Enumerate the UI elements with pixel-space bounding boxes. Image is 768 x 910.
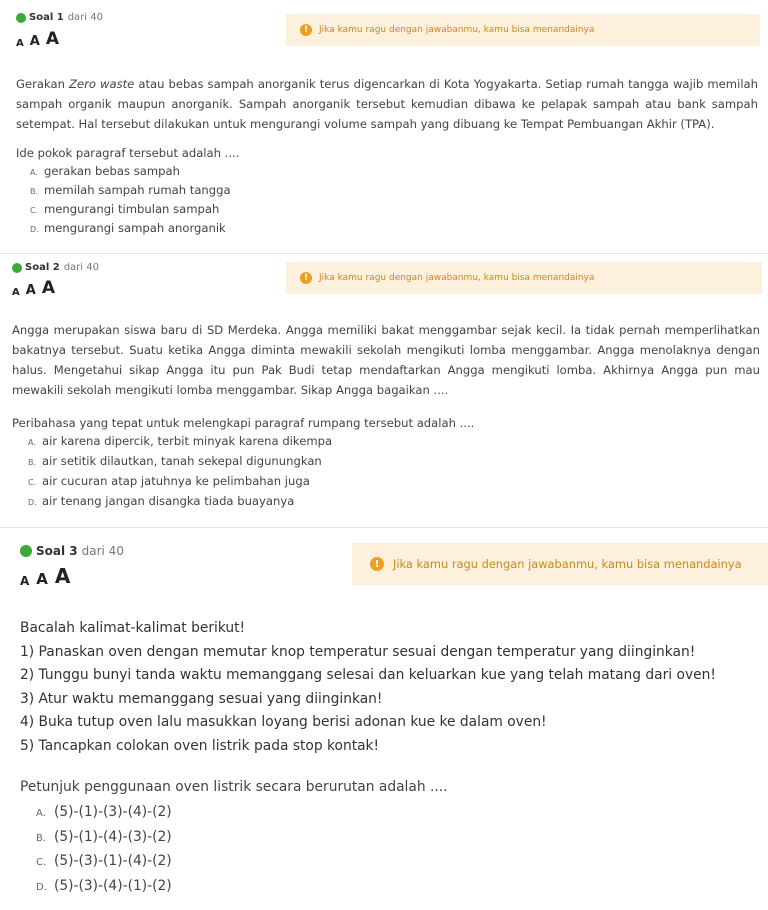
- option-b[interactable]: [30, 183, 231, 202]
- option-c[interactable]: [28, 474, 332, 494]
- option-letter: A.: [28, 438, 36, 447]
- option-letter: C.: [28, 478, 37, 487]
- mark-doubt-banner[interactable]: [286, 14, 760, 46]
- instruction-step: 5) Tancapkan colokan oven listrik pada stop kontak!: [20, 737, 380, 754]
- soal-label: Soal 1: [29, 12, 64, 23]
- question-prompt: Petunjuk penggunaan oven listrik secara berurutan adalah ....: [20, 779, 448, 795]
- font-size-selector: [16, 29, 103, 49]
- option-text: memilah sampah rumah tangga: [44, 183, 231, 197]
- font-size-small-button[interactable]: A: [20, 574, 30, 588]
- font-size-large-button[interactable]: A: [41, 278, 55, 298]
- option-text: (5)-(1)-(4)-(3)-(2): [54, 828, 172, 845]
- question-header: [20, 544, 124, 588]
- option-text: (5)-(1)-(3)-(4)-(2): [54, 804, 172, 820]
- question-prompt: Ide pokok paragraf tersebut adalah ....: [16, 146, 240, 160]
- question-number: [20, 544, 124, 558]
- option-d[interactable]: [30, 221, 231, 240]
- question-card-1: [0, 0, 768, 248]
- option-letter: C.: [30, 206, 39, 215]
- option-letter: B.: [30, 187, 39, 196]
- font-size-selector: [20, 564, 124, 588]
- instruction-step: 4) Buka tutup oven lalu masukkan loyang berisi adonan kue ke dalam oven!: [20, 714, 547, 731]
- mark-doubt-text: Jika kamu ragu dengan jawabanmu, kamu bisa menandainya: [319, 25, 595, 35]
- option-text: mengurangi sampah anorganik: [44, 221, 226, 235]
- question-number: [16, 12, 103, 23]
- option-text: gerakan bebas sampah: [44, 164, 180, 178]
- option-text: air setitik dilautkan, tanah sekepal digunungkan: [42, 454, 322, 468]
- option-letter: A.: [36, 808, 46, 819]
- soal-label: Soal 2: [25, 262, 60, 273]
- question-instructions: [20, 617, 716, 759]
- mark-doubt-text: Jika kamu ragu dengan jawabanmu, kamu bisa menandainya: [319, 273, 595, 283]
- question-card-2: [0, 253, 768, 525]
- font-size-medium-button[interactable]: A: [36, 570, 48, 588]
- instructions-intro: Bacalah kalimat-kalimat berikut!: [20, 620, 246, 636]
- info-icon: !: [370, 557, 384, 571]
- status-dot-icon: [16, 13, 26, 23]
- option-letter: B.: [36, 832, 47, 844]
- font-size-selector: [12, 278, 99, 298]
- question-number: [12, 262, 99, 273]
- option-letter: D.: [28, 498, 37, 507]
- option-a[interactable]: [28, 434, 332, 454]
- option-letter: D.: [30, 225, 39, 234]
- mark-doubt-banner[interactable]: [352, 543, 768, 585]
- option-text: air tenang jangan disangka tiada buayanya: [42, 494, 295, 508]
- option-b[interactable]: [28, 454, 332, 474]
- option-text: mengurangi timbulan sampah: [44, 202, 220, 216]
- question-prompt: Peribahasa yang tepat untuk melengkapi paragraf rumpang tersebut adalah ....: [12, 416, 475, 430]
- question-header: [16, 12, 103, 49]
- option-c[interactable]: [36, 853, 172, 878]
- question-total: dari 40: [63, 262, 99, 273]
- paragraph-emphasis: Zero waste: [69, 77, 135, 91]
- font-size-small-button[interactable]: A: [16, 38, 24, 49]
- question-paragraph: [16, 74, 758, 134]
- status-dot-icon: [12, 263, 22, 273]
- option-a[interactable]: [36, 804, 172, 829]
- info-icon: !: [300, 24, 312, 36]
- mark-doubt-text: Jika kamu ragu dengan jawabanmu, kamu bisa menandainya: [393, 557, 742, 571]
- option-letter: A.: [30, 168, 38, 177]
- question-total: dari 40: [81, 544, 124, 558]
- answer-options: [36, 804, 172, 902]
- font-size-medium-button[interactable]: A: [29, 34, 40, 49]
- option-letter: B.: [28, 458, 37, 467]
- question-header: [12, 262, 99, 298]
- answer-options: [30, 164, 231, 240]
- soal-label: Soal 3: [36, 544, 78, 558]
- option-a[interactable]: [30, 164, 231, 183]
- option-letter: D.: [36, 881, 47, 893]
- option-c[interactable]: [30, 202, 231, 221]
- option-d[interactable]: [28, 494, 332, 514]
- option-d[interactable]: [36, 878, 172, 903]
- font-size-large-button[interactable]: A: [45, 29, 59, 49]
- question-total: dari 40: [67, 12, 103, 23]
- option-text: air karena dipercik, terbit minyak karena dikempa: [42, 434, 333, 448]
- question-paragraph: Angga merupakan siswa baru di SD Merdeka. Angga memiliki bakat menggambar sejak kecil. Ia tidak pernah memperlihatkan bakatnya tersebut. Suatu ketika Angga diminta mewakili sekolah mengikuti lomba menggambar. Angga menolaknya dengan halus. Mengetahui sikap Angga itu pun Pak Budi tetap mendaftarkan Angga mengikuti lomba. Akhirnya Angga pun mau mewakili sekolah mengikuti lomba menggambar. Sikap Angga bagaikan ....: [12, 323, 760, 397]
- question-card-3: [0, 527, 768, 910]
- answer-options: [28, 434, 332, 514]
- option-b[interactable]: [36, 829, 172, 854]
- mark-doubt-banner[interactable]: [286, 262, 762, 294]
- option-text: (5)-(3)-(4)-(1)-(2): [54, 877, 172, 894]
- option-text: (5)-(3)-(1)-(4)-(2): [54, 853, 172, 869]
- instruction-step: 3) Atur waktu memanggang sesuai yang diinginkan!: [20, 690, 383, 707]
- option-text: air cucuran atap jatuhnya ke pelimbahan juga: [42, 474, 310, 488]
- instruction-step: 2) Tunggu bunyi tanda waktu memanggang selesai dan keluarkan kue yang telah matang dari oven!: [20, 667, 716, 684]
- status-dot-icon: [20, 545, 32, 557]
- info-icon: !: [300, 272, 312, 284]
- font-size-medium-button[interactable]: A: [25, 283, 36, 298]
- option-letter: C.: [36, 857, 47, 868]
- font-size-large-button[interactable]: A: [54, 564, 71, 588]
- paragraph-text-start: Gerakan: [16, 77, 69, 91]
- font-size-small-button[interactable]: A: [12, 287, 20, 298]
- paragraph-text-end: atau bebas sampah anorganik terus digencarkan di Kota Yogyakarta. Setiap rumah tangga wajib memilah sampah organik maupun anorganik. Sampah anorganik tersebut kemudian dibawa ke pelapak sampah atau bank sampah setempat. Hal tersebut dilakukan untuk mengurangi volume sampah yang dibuang ke Tempat Pembuangan Akhir (TPA).: [16, 77, 758, 131]
- instruction-step: 1) Panaskan oven dengan memutar knop temperatur sesuai dengan temperatur yang diinginkan!: [20, 643, 696, 660]
